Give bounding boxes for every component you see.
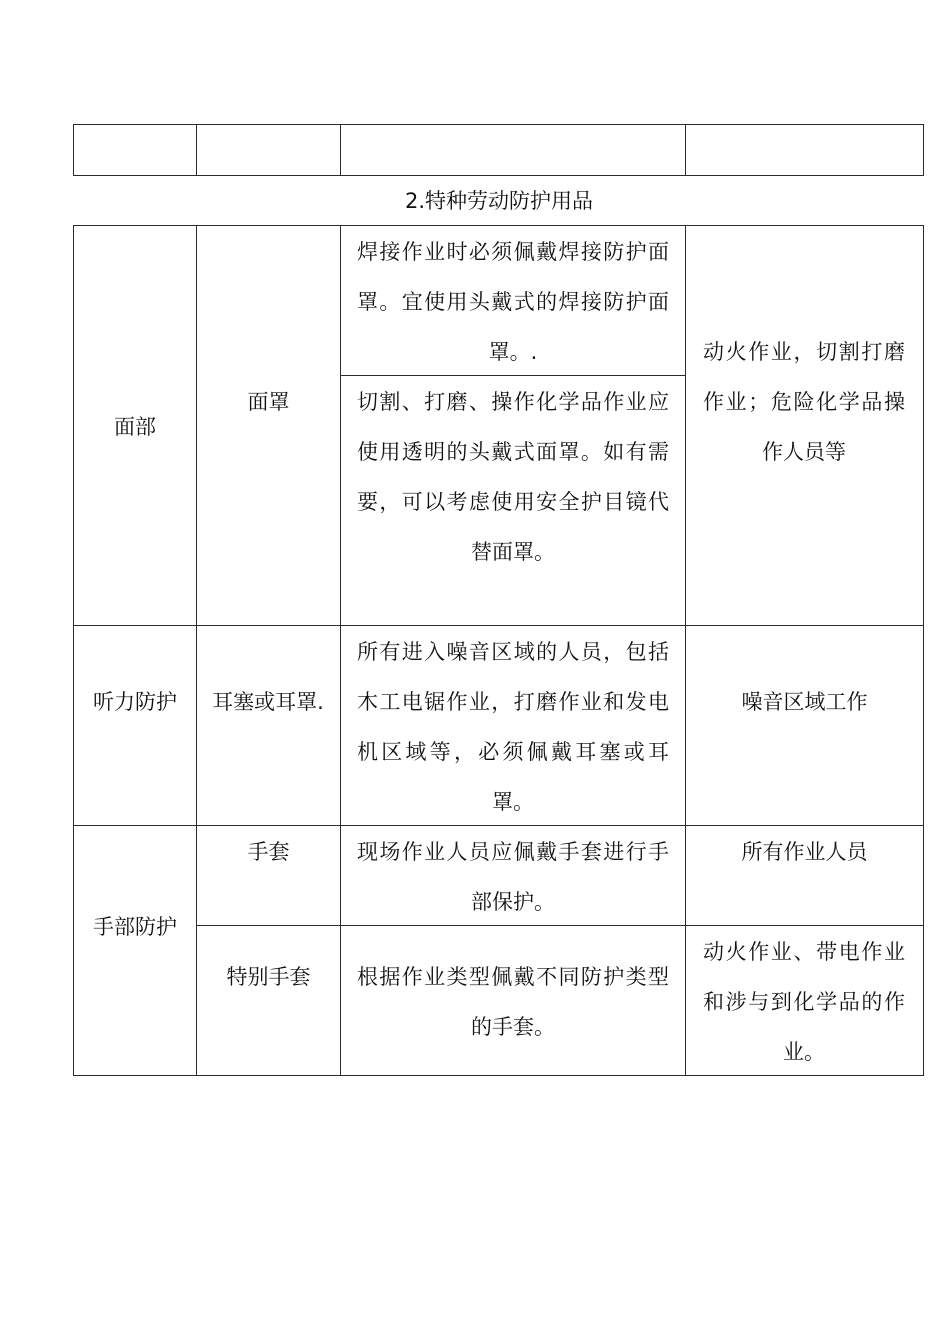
table-border xyxy=(340,124,341,176)
cell-req-welding-shield: 焊接作业时必须佩戴焊接防护面罩。宜使用头戴式的焊接防护面罩。. xyxy=(357,240,669,364)
table-border xyxy=(923,124,924,176)
cell-scope-gloves: 所有作业人员 xyxy=(741,840,868,864)
table-border xyxy=(73,124,924,125)
cell-part-hearing: 听力防护 xyxy=(93,690,177,714)
cell-part-face: 面部 xyxy=(114,415,156,439)
cell-req-hearing: 所有进入噪音区域的人员，包括木工电锯作业，打磨作业和发电机区域等，必须佩戴耳塞或耳罩。 xyxy=(357,640,669,814)
cell-scope-special-gloves: 动火作业、带电作业和涉与到化学品的作业。 xyxy=(703,940,905,1064)
cell-part-hand: 手部防护 xyxy=(93,915,177,939)
cell-scope-hearing: 噪音区域工作 xyxy=(741,690,868,714)
cell-req-clear-face-shield: 切割、打磨、操作化学品作业应使用透明的头戴式面罩。如有需要，可以考虑使用安全护目镜代替面罩。 xyxy=(357,390,669,564)
table-border xyxy=(340,225,341,1076)
table-border xyxy=(196,124,197,176)
cell-item-earplugs: 耳塞或耳罩. xyxy=(212,690,324,714)
table-border xyxy=(685,225,686,1076)
table-border xyxy=(73,625,924,626)
table-border xyxy=(685,124,686,176)
cell-scope-face: 动火作业，切割打磨作业；危险化学品操作人员等 xyxy=(703,340,905,464)
table-border xyxy=(73,225,924,226)
table-border xyxy=(196,225,197,1076)
cell-item-gloves: 手套 xyxy=(247,840,290,864)
table-border xyxy=(73,124,74,176)
cell-req-special-gloves: 根据作业类型佩戴不同防护类型的手套。 xyxy=(357,965,669,1039)
table-border xyxy=(923,225,924,1076)
cell-item-face-shield: 面罩 xyxy=(247,390,290,414)
cell-req-gloves: 现场作业人员应佩戴手套进行手部保护。 xyxy=(357,840,669,914)
section-title: 2.特种劳动防护用品 xyxy=(404,189,594,213)
cell-item-special-gloves: 特别手套 xyxy=(226,965,311,989)
